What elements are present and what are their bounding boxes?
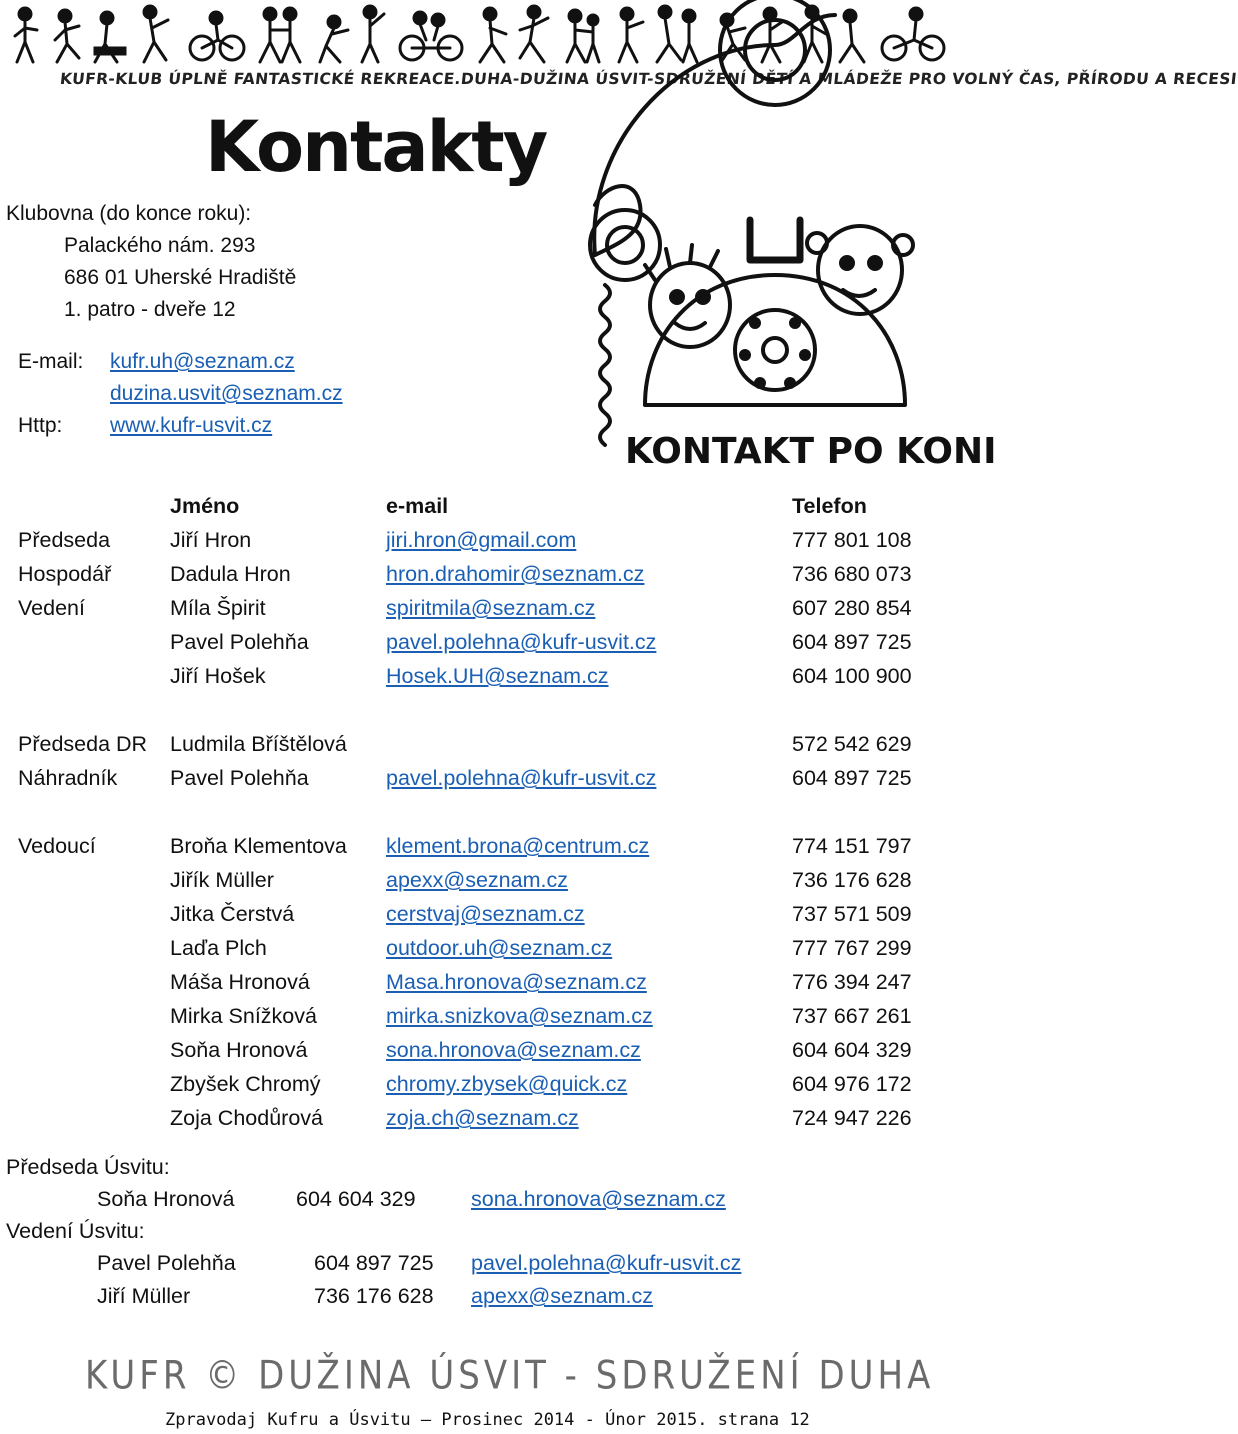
- row-email-link[interactable]: Masa.hronova@seznam.cz: [386, 970, 647, 994]
- row-phone: 737 571 509: [792, 902, 912, 926]
- banner-slogan: KUFR-KLUB ÚPLNĚ FANTASTICKÉ REKREACE.DUHA-DUŽINA ÚSVIT-SDRUŽENÍ DĚTÍ A MLÁDEŽE PRO VOLNÝ ČAS, PŘÍRODU A RECESI: [59, 70, 1238, 88]
- row-phone: 724 947 226: [792, 1106, 912, 1130]
- row-role: Předseda: [18, 528, 111, 552]
- table-row: [0, 1033, 960, 1067]
- row-name: Míla Špirit: [170, 596, 266, 620]
- row-email-link[interactable]: sona.hronova@seznam.cz: [386, 1038, 641, 1062]
- row-email-link[interactable]: cerstvaj@seznam.cz: [386, 902, 585, 926]
- table-row: [0, 557, 960, 591]
- http-label: Http:: [18, 414, 63, 437]
- email-link[interactable]: kufr.uh@seznam.cz: [110, 350, 295, 373]
- address-line: Palackého nám. 293: [64, 234, 256, 257]
- row-email-link[interactable]: chromy.zbysek@quick.cz: [386, 1072, 628, 1096]
- telephone-icon: [585, 5, 997, 475]
- clubroom-label: Klubovna (do konce roku):: [6, 202, 252, 225]
- row-name: Broňa Klementova: [170, 834, 347, 858]
- table-row: [0, 625, 960, 659]
- table-row: [0, 761, 960, 795]
- usvit-lead-name: Jiří Müller: [97, 1284, 191, 1308]
- row-phone: 607 280 854: [792, 596, 912, 620]
- table-row: [0, 829, 960, 863]
- row-phone: 776 394 247: [792, 970, 912, 994]
- table-row: [0, 591, 960, 625]
- row-phone: 774 151 797: [792, 834, 912, 858]
- row-name: Jitka Čerstvá: [170, 902, 295, 926]
- row-name: Ludmila Bříštělová: [170, 732, 347, 756]
- usvit-chair-phone: 604 604 329: [296, 1187, 416, 1211]
- row-phone: 736 176 628: [792, 868, 912, 892]
- row-email-link[interactable]: mirka.snizkova@seznam.cz: [386, 1004, 653, 1028]
- row-name: Máša Hronová: [170, 970, 310, 994]
- address-line: 1. patro - dveře 12: [64, 298, 236, 321]
- page-title: Kontakty: [205, 106, 547, 188]
- usvit-lead-phone: 736 176 628: [314, 1284, 434, 1308]
- header-phone: Telefon: [792, 494, 867, 518]
- table-row: [0, 1101, 960, 1135]
- row-phone: 604 100 900: [792, 664, 912, 688]
- row-name: Zbyšek Chromý: [170, 1072, 321, 1096]
- table-row: [0, 659, 960, 693]
- row-phone: 604 976 172: [792, 1072, 912, 1096]
- telephone-illustration: [585, 5, 997, 475]
- usvit-lead-name: Pavel Polehňa: [97, 1251, 236, 1275]
- row-email-link[interactable]: Hosek.UH@seznam.cz: [386, 664, 609, 688]
- row-phone: 736 680 073: [792, 562, 912, 586]
- usvit-lead-email-link[interactable]: apexx@seznam.cz: [471, 1284, 653, 1308]
- row-email-link[interactable]: hron.drahomir@seznam.cz: [386, 562, 645, 586]
- row-name: Pavel Polehňa: [170, 630, 309, 654]
- row-role: Náhradník: [18, 766, 118, 790]
- email-link[interactable]: duzina.usvit@seznam.cz: [110, 382, 343, 405]
- row-phone: 572 542 629: [792, 732, 912, 756]
- row-phone: 604 604 329: [792, 1038, 912, 1062]
- usvit-lead-phone: 604 897 725: [314, 1251, 434, 1275]
- address-line: 686 01 Uherské Hradiště: [64, 266, 297, 289]
- table-row: [0, 965, 960, 999]
- row-name: Dadula Hron: [170, 562, 291, 586]
- row-name: Jiří Hron: [170, 528, 252, 552]
- row-name: Jiří Hošek: [170, 664, 266, 688]
- usvit-chair-label: Předseda Úsvitu:: [6, 1155, 170, 1179]
- usvit-lead-label: Vedení Úsvitu:: [6, 1219, 145, 1243]
- footer-newsletter: Zpravodaj Kufru a Úsvitu – Prosinec 2014 - Únor 2015. strana 12: [165, 1410, 810, 1430]
- row-phone: 604 897 725: [792, 630, 912, 654]
- row-name: Pavel Polehňa: [170, 766, 309, 790]
- table-row: [0, 727, 960, 761]
- usvit-chair-name: Soňa Hronová: [97, 1187, 235, 1211]
- row-name: Zoja Chodůrová: [170, 1106, 323, 1130]
- row-phone: 777 801 108: [792, 528, 912, 552]
- row-role: Vedoucí: [18, 834, 96, 858]
- table-row: [0, 999, 960, 1033]
- row-role: Hospodář: [18, 562, 112, 586]
- table-row: [0, 523, 960, 557]
- row-name: Mirka Snížková: [170, 1004, 317, 1028]
- row-name: Soňa Hronová: [170, 1038, 308, 1062]
- table-row: [0, 897, 960, 931]
- row-email-link[interactable]: zoja.ch@seznam.cz: [386, 1106, 579, 1130]
- row-email-link[interactable]: klement.brona@centrum.cz: [386, 834, 650, 858]
- row-role: Vedení: [18, 596, 85, 620]
- row-role: Předseda DR: [18, 732, 148, 756]
- row-phone: 737 667 261: [792, 1004, 912, 1028]
- row-email-link[interactable]: spiritmila@seznam.cz: [386, 596, 596, 620]
- row-email-link[interactable]: jiri.hron@gmail.com: [386, 528, 577, 552]
- table-header: [0, 489, 960, 523]
- row-name: Laďa Plch: [170, 936, 267, 960]
- table-row: [0, 931, 960, 965]
- table-row: [0, 863, 960, 897]
- header-email: e-mail: [386, 494, 449, 518]
- header-name: Jméno: [170, 494, 240, 518]
- row-email-link[interactable]: apexx@seznam.cz: [386, 868, 568, 892]
- illustration-caption: KONTAKT PO KONI: [625, 431, 997, 472]
- row-email-link[interactable]: outdoor.uh@seznam.cz: [386, 936, 613, 960]
- website-link[interactable]: www.kufr-usvit.cz: [110, 414, 273, 437]
- row-phone: 777 767 299: [792, 936, 912, 960]
- row-name: Jiřík Müller: [170, 868, 274, 892]
- usvit-lead-email-link[interactable]: pavel.polehna@kufr-usvit.cz: [471, 1251, 742, 1275]
- row-email-link[interactable]: pavel.polehna@kufr-usvit.cz: [386, 630, 657, 654]
- usvit-chair-email-link[interactable]: sona.hronova@seznam.cz: [471, 1187, 726, 1211]
- table-row: [0, 1067, 960, 1101]
- email-label: E-mail:: [18, 350, 84, 373]
- row-phone: 604 897 725: [792, 766, 912, 790]
- row-email-link[interactable]: pavel.polehna@kufr-usvit.cz: [386, 766, 657, 790]
- footer-organizations: KUFR © DUŽINA ÚSVIT - SDRUŽENÍ DUHA: [85, 1353, 935, 1399]
